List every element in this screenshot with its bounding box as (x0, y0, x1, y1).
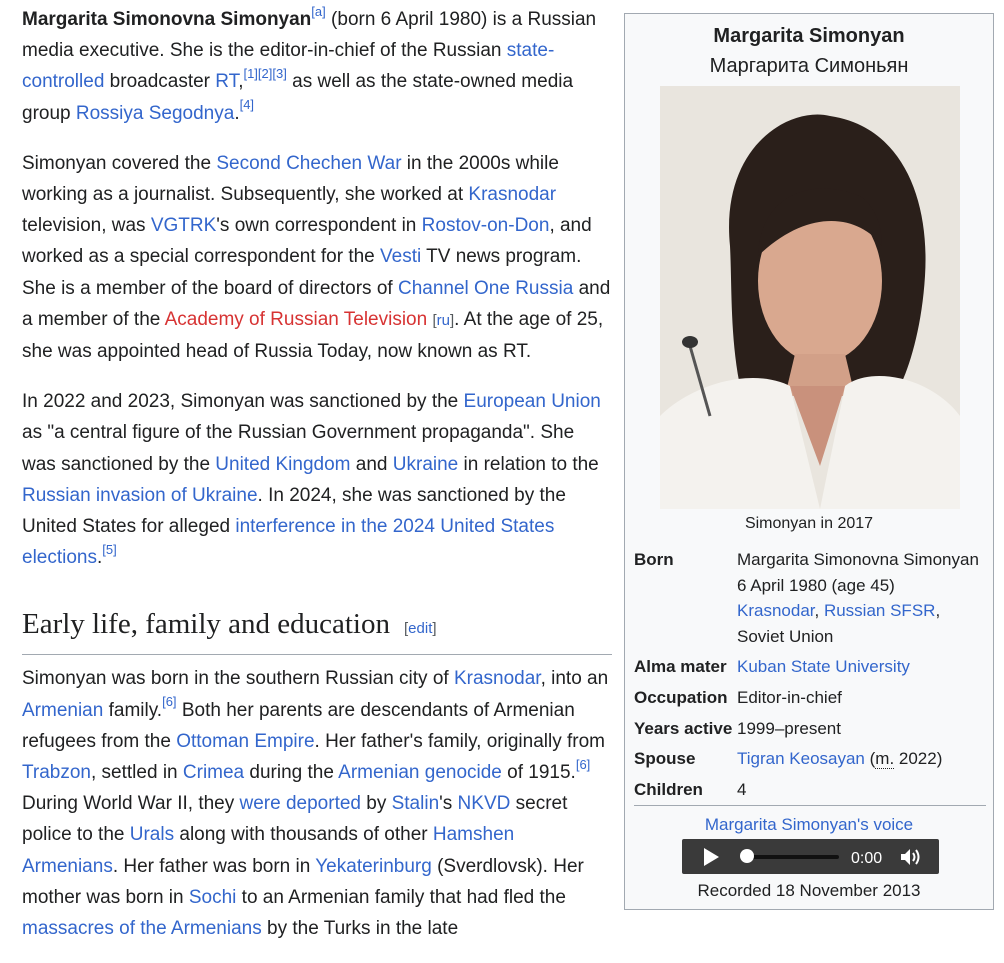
playback-time: 0:00 (851, 850, 883, 867)
rostov-on-don-link[interactable]: Rostov-on-Don (421, 215, 550, 237)
hamshen-armenians-link[interactable]: Hamshen Armenians (22, 824, 515, 877)
edit-section-link[interactable]: edit (408, 620, 433, 638)
portrait-illustration (660, 86, 960, 509)
nkvd-link[interactable]: NKVD (457, 793, 511, 815)
birthplace-krasnodar-link[interactable]: Krasnodar (737, 601, 815, 621)
voice-recording-link[interactable]: Margarita Simonyan's voice (704, 815, 914, 834)
children-label: Children (634, 779, 703, 799)
audio-player (682, 839, 939, 874)
spouse-label: Spouse (634, 749, 696, 769)
vgtrk-link[interactable]: VGTRK (150, 215, 217, 237)
infobox-title: Margarita Simonyan (713, 25, 905, 47)
subject-name: Margarita Simonovna Simonyan (22, 9, 312, 30)
united-kingdom-link[interactable]: United Kingdom (215, 453, 351, 475)
reference-5-link[interactable]: [5] (102, 541, 117, 557)
kuban-state-university-link[interactable]: Kuban State University (737, 657, 910, 677)
seek-handle[interactable] (740, 849, 754, 863)
married-abbreviation: m. (875, 749, 895, 769)
krasnodar-link[interactable]: Krasnodar (468, 184, 557, 206)
reference-1-2-3-links[interactable]: [1][2][3] (243, 66, 287, 82)
armenian-genocide-link[interactable]: Armenian genocide (338, 762, 502, 784)
ru-interlanguage-link[interactable]: ru (436, 311, 450, 329)
born-value: Margarita Simonovna Simonyan 6 April 1980 (age 45) Krasnodar, Russian SFSR, Soviet Union (737, 550, 979, 646)
russian-sfsr-link[interactable]: Russian SFSR (823, 601, 936, 621)
early-life-paragraph: Simonyan was born in the southern Russian city of Krasnodar, into an Armenian family.[6] Both her parents are descendants of Armenian refugees from the Ottoman Empire. Her father's family, originally from Trabzon, settled in Crimea during the Armenian genocide of 1915.[6] During World War II, they were deported by Stalin's NKVD secret police to the Urals along with thousands of other Hamshen Armenians. Her father was born in Yekaterinburg (Sverdlovsk). Her mother was born in Sochi to an Armenian family that had fled the massacres of the Armenians by the Turks in the late (22, 668, 609, 940)
portrait-photo[interactable] (660, 86, 960, 509)
infobox-divider (634, 805, 986, 806)
infobox-row-alma-mater (634, 649, 986, 680)
stalin-link[interactable]: Stalin (391, 793, 440, 815)
vesti-link[interactable]: Vesti (380, 246, 422, 268)
lead-paragraph-1: Margarita Simonovna Simonyan[a] (born 6 April 1980) is a Russian media executive. She is the editor-in-chief of the Russian state-controlled broadcaster RT,[1][2][3] as well as the state-owned media group Rossiya Segodnya.[4] (22, 3, 597, 124)
infobox-row-born (634, 542, 986, 649)
occupation-value: Editor-in-chief (737, 687, 842, 707)
photo-caption: Simonyan in 2017 (744, 515, 874, 532)
reference-4-link[interactable]: [4] (239, 97, 255, 113)
infobox-row-children (634, 772, 986, 803)
rt-link[interactable]: RT (215, 71, 239, 93)
yekaterinburg-link[interactable]: Yekaterinburg (315, 855, 432, 877)
state-controlled-link[interactable]: state-controlled (22, 40, 555, 93)
were-deported-link[interactable]: were deported (239, 793, 361, 815)
european-union-link[interactable]: European Union (463, 391, 601, 413)
reference-6b-link[interactable]: [6] (575, 756, 591, 772)
footnote-a-link[interactable]: [a] (311, 3, 326, 19)
volume-icon[interactable] (900, 848, 922, 866)
reference-6a-link[interactable]: [6] (162, 694, 177, 710)
years-active-value: 1999–present (737, 718, 841, 738)
urals-link[interactable]: Urals (129, 824, 175, 846)
born-label: Born (634, 550, 674, 569)
section-heading-early-life: Early life, family and education [edit] (22, 606, 612, 655)
years-active-label: Years active (634, 718, 733, 738)
infobox-row-occupation (634, 680, 986, 711)
second-chechen-war-link[interactable]: Second Chechen War (216, 152, 402, 174)
trabzon-link[interactable]: Trabzon (22, 762, 91, 784)
infobox-native-name: Маргарита Симоньян (709, 55, 909, 77)
lead-paragraph-2: Simonyan covered the Second Chechen War in the 2000s while working as a journalist. Subsequently, she worked at Krasnodar television, was VGTRK's own correspondent in Rostov-on-Don, and worked as a special correspondent for the Vesti TV news program. She is a member of the board of directors of Channel One Russia and a member of the Academy of Russian Television [ru]. At the age of 25, she was appointed head of Russia Today, now known as RT. (22, 152, 611, 363)
ottoman-empire-link[interactable]: Ottoman Empire (176, 730, 315, 752)
ukraine-link[interactable]: Ukraine (392, 453, 459, 475)
russian-invasion-of-ukraine-link[interactable]: Russian invasion of Ukraine (22, 484, 258, 506)
infobox-details (634, 542, 986, 802)
rossiya-segodnya-link[interactable]: Rossiya Segodnya (75, 102, 235, 124)
armenian-link[interactable]: Armenian (22, 699, 104, 721)
tigran-keosayan-link[interactable]: Tigran Keosayan (737, 749, 865, 769)
lead-paragraph-3: In 2022 and 2023, Simonyan was sanctioned by the European Union as "a central figure of the Russian Government propaganda". She was sanctioned by the United Kingdom and Ukraine in relation to the Russian invasion of Ukraine. In 2024, she was sanctioned by the United States for alleged interference in the 2024 United States elections.[5] (22, 391, 601, 569)
infobox-row-spouse (634, 741, 986, 772)
massacres-of-armenians-link[interactable]: massacres of the Armenians (22, 918, 262, 940)
children-value: 4 (737, 779, 747, 799)
channel-one-russia-link[interactable]: Channel One Russia (397, 277, 574, 299)
election-interference-link[interactable]: interference in the 2024 United States elections (22, 516, 555, 569)
article-body (22, 4, 612, 963)
recording-date: Recorded 18 November 2013 (697, 881, 921, 900)
occupation-label: Occupation (634, 687, 728, 707)
academy-of-russian-television-link[interactable]: Academy of Russian Television (164, 308, 428, 330)
krasnodar-city-link[interactable]: Krasnodar (453, 668, 541, 690)
spouse-value: Tigran Keosayan (m. 2022) (737, 749, 943, 769)
infobox (624, 13, 994, 910)
alma-mater-label: Alma mater (634, 657, 727, 677)
seek-bar[interactable] (744, 855, 839, 859)
section-edit: [edit] (404, 620, 437, 638)
infobox-row-years-active (634, 711, 986, 742)
crimea-link[interactable]: Crimea (182, 762, 245, 784)
sochi-link[interactable]: Sochi (188, 886, 237, 908)
play-icon[interactable] (704, 848, 719, 866)
